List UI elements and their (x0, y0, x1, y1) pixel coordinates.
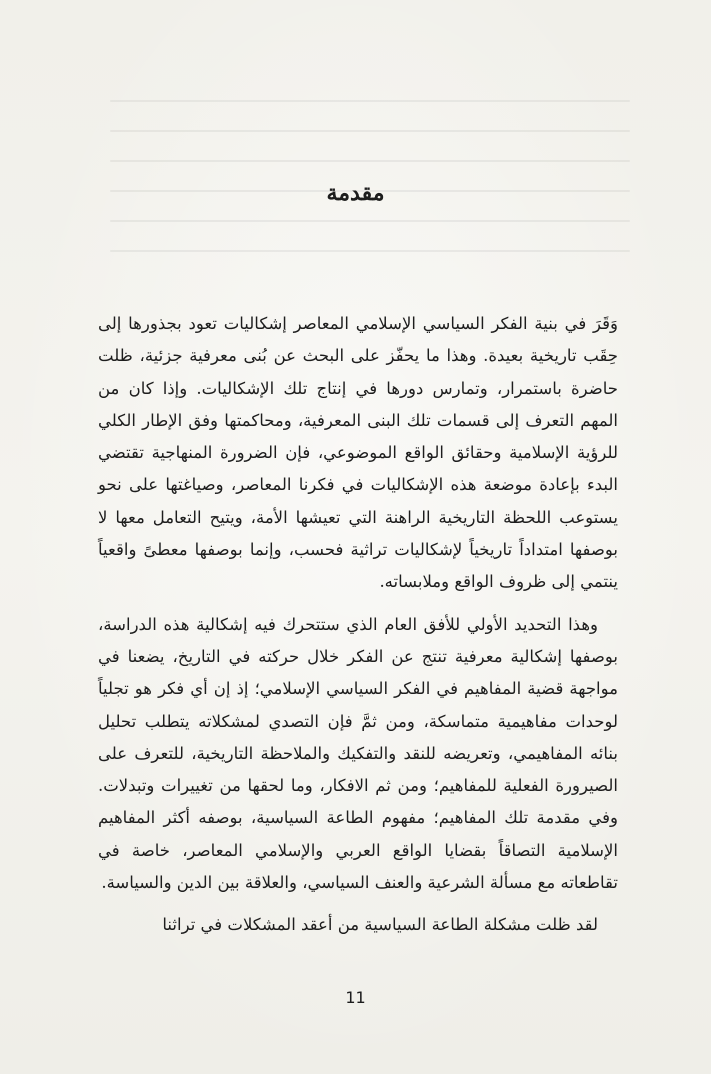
paragraph-3: لقد ظلت مشكلة الطاعة السياسية من أعقد المشكلات في تراثنا (162, 915, 598, 935)
paragraph-1: وَقَرَ في بنية الفكر السياسي الإسلامي المعاصر إشكاليات تعود بجذورها إلى حِقَب تاريخية بعيدة. وهذا ما يحفّز على البحث عن بُنى معرفية جزئية، ظلت حاضرة باستمرار، وتمارس دورها في إنتاج تلك الإشكاليات. وإذا كان من المهم التعرف إلى قسمات تلك البنى المعرفية، ومحاكمتها وفق الإطار الكلي للرؤية الإسلامية وحقائق الواقع الموضوعي، فإن الضرورة المنهاجية تقتضي البدء بإعادة موضعة هذه الإشكاليات في فكرنا المعاصر، وصياغتها على نحو يستوعب اللحظة التاريخية الراهنة التي تعيشها الأمة، ويتيح التعامل معها لا بوصفها امتداداً تاريخياً لإشكاليات تراثية فحسب، وإنما بوصفها معطىً واقعياً ينتمي إلى ظروف الواقع وملابساته. (98, 314, 618, 592)
chapter-title: مقدمة (326, 180, 385, 206)
body-text (98, 308, 618, 942)
paragraph-2: وهذا التحديد الأولي للأفق العام الذي ستتحرك فيه إشكالية هذه الدراسة، بوصفها إشكالية معرفية تنتج عن الفكر خلال حركته في التاريخ، يضعنا في مواجهة قضية المفاهيم في الفكر السياسي الإسلامي؛ إذ إن أي فكر هو تجلياً لوحدات مفاهيمية متماسكة، ومن ثمَّ فإن التصدي لمشكلاته يتطلب تحليل بنائه المفاهيمي، وتعريضه للنقد والتفكيك والملاحظة التاريخية، للتعرف على الصيرورة الفعلية للمفاهيم؛ ومن ثم الافكار، وما لحقها من تغييرات وتبدلات. وفي مقدمة تلك المفاهيم؛ مفهوم الطاعة السياسية، بوصفه أكثر المفاهيم الإسلامية التصاقاً بقضايا الواقع العربي والإسلامي المعاصر، خاصة في تقاطعاته مع مسألة الشرعية والعنف السياسي، والعلاقة بين الدين والسياسة. (98, 614, 618, 893)
page-number: 11 (345, 988, 366, 1007)
show-through-text (110, 100, 630, 320)
